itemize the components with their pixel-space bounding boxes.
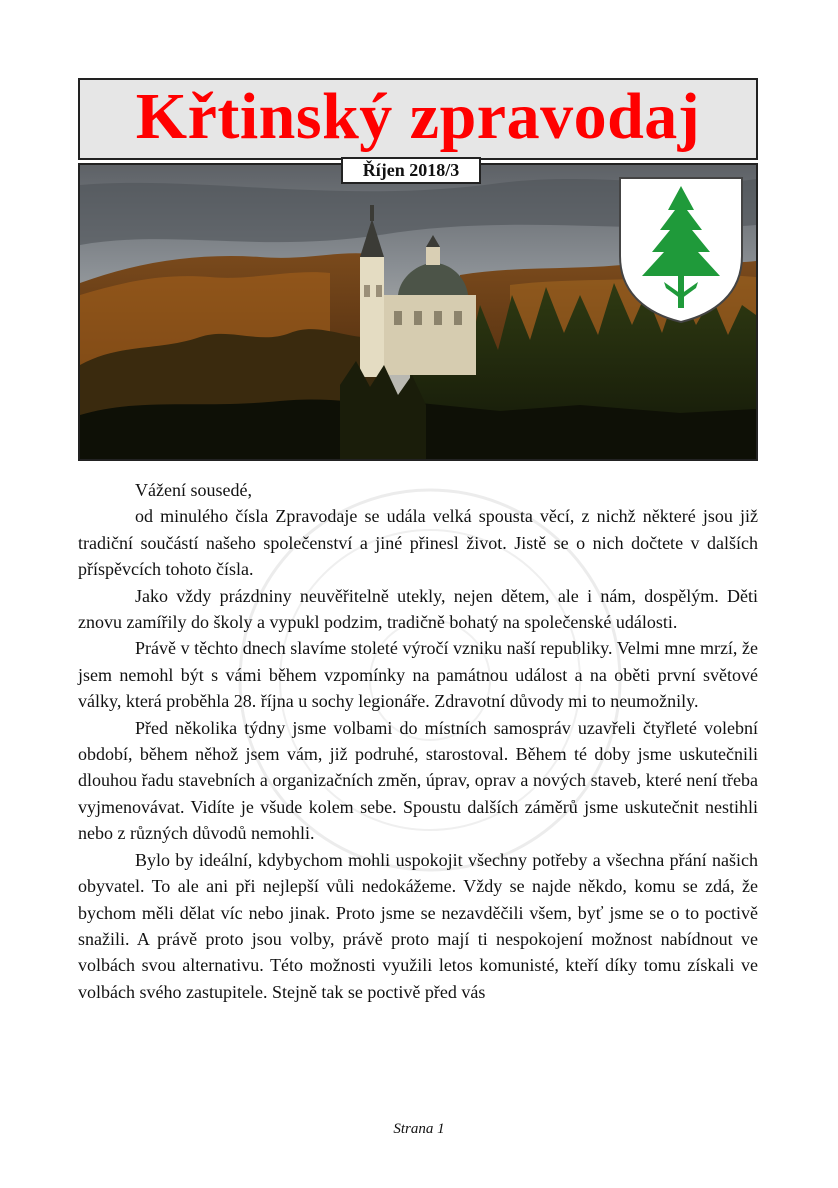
spruce-tree-coat-of-arms-icon (618, 176, 744, 324)
article-paragraph: Právě v těchto dnech slavíme stoleté výročí vzniku naší republiky. Velmi mne mrzí, že jsem nemohl být s vámi během vzpomínky na památnou událost a na oběti první světové války, která proběhla 28. října u sochy legionáře. Zdravotní důvody mi to neumožnily. (78, 638, 758, 712)
article-paragraph: od minulého čísla Zpravodaje se udála velká spousta věcí, z nichž některé jsou již tradiční součástí našeho společenství a jiné přinesl život. Jistě se o nich dočtete v dalších příspěvcích tohoto čísla. (78, 506, 758, 580)
editorial-article (78, 477, 758, 1005)
article-paragraph: Jako vždy prázdniny neuvěřitelně utekly, nejen dětem, ale i nám, dospělým. Děti znovu zamířily do školy a vypukl podzim, tradičně bohatý na společenské události. (78, 585, 758, 633)
masthead (78, 78, 758, 160)
newsletter-title: Křtinský zpravodaj (135, 80, 701, 153)
issue-label: Říjen 2018/3 (341, 157, 481, 184)
article-paragraph: Bylo by ideální, kdybychom mohli uspokojit všechny potřeby a všechna přání našich obyvatel. To ale ani při nejlepší vůli nedokážeme. Vždy se najde někdo, komu se zdá, že bychom měli dělat víc nebo jinak. Proto jsme se nezavděčili všem, byť jsme se o to poctivě snažili. A právě proto jsou volby, právě proto mají ti nespokojení možnost nabídnout ve volbách svou alternativu. Této možnosti využili letos komunisté, kteří díky tomu získali ve volbách svého zastupitele. Stejně tak se poctivě před vás (78, 849, 758, 1002)
page-number: Strana 1 (393, 1121, 445, 1137)
article-paragraph: Vážení sousedé, (135, 480, 252, 500)
article-paragraph: Před několika týdny jsme volbami do místních samospráv uzavřeli čtyřleté volební období, během něhož jsem vám, již podruhé, starostoval. Během té doby jsme uskutečnili dlouhou řadu stavebních a organizačních změn, úprav, oprav a nových staveb, které není třeba vyjmenovávat. Vidíte je všude kolem sebe. Spoustu dalších záměrů jsme uskutečnit nestihli nebo z různých důvodů nemohli. (78, 717, 758, 844)
